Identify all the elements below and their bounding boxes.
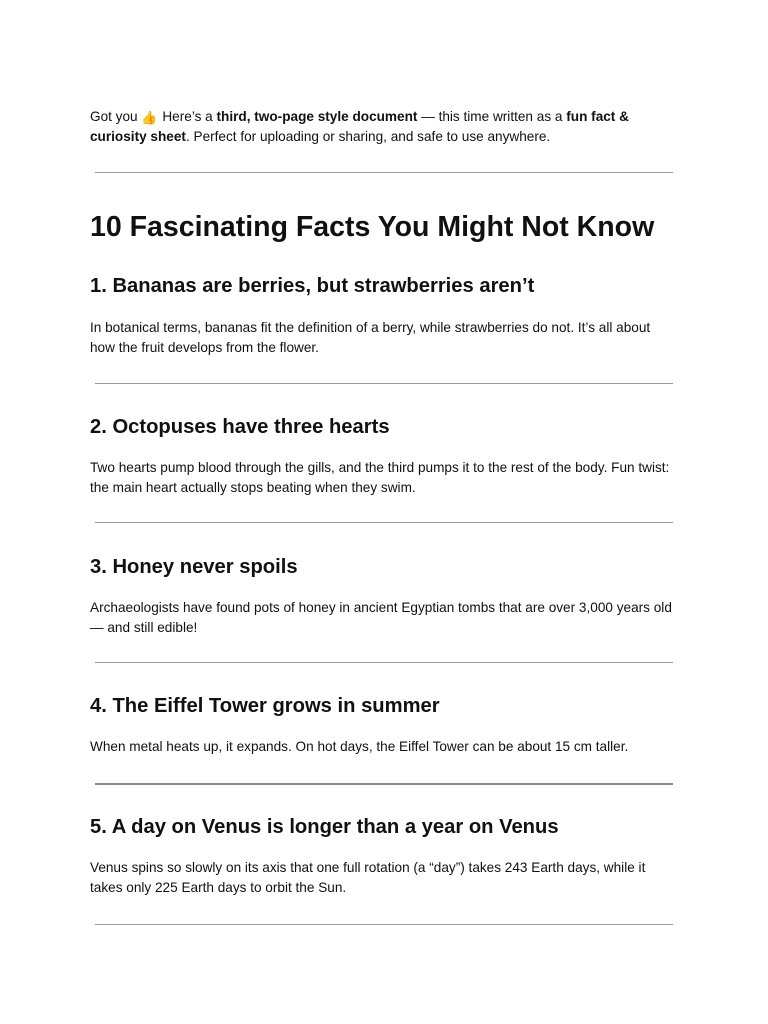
fact-heading-4: 4. The Eiffel Tower grows in summer xyxy=(90,695,440,717)
fact-heading-3: 3. Honey never spoils xyxy=(90,556,298,578)
intro-paragraph xyxy=(90,107,680,146)
intro-lead: Got you xyxy=(90,109,138,124)
divider xyxy=(95,522,673,523)
intro-text-2: — this time written as a xyxy=(417,109,567,124)
fact-body-1: In botanical terms, bananas fit the definition of a berry, while strawberries do not. It’s all about how the fruit develops from the flower. xyxy=(90,320,651,355)
fact-body-4: When metal heats up, it expands. On hot days, the Eiffel Tower can be about 15 cm taller. xyxy=(90,739,629,754)
divider xyxy=(95,172,673,173)
fact-body-3: Archaeologists have found pots of honey in ancient Egyptian tombs that are over 3,000 years old — and still edible! xyxy=(90,600,672,635)
fact-heading-1: 1. Bananas are berries, but strawberries aren’t xyxy=(90,275,535,297)
intro-bold-2: fun fact & curiosity sheet xyxy=(90,109,629,144)
document-title: 10 Fascinating Facts You Might Not Know xyxy=(90,211,655,243)
fact-heading-5: 5. A day on Venus is longer than a year on Venus xyxy=(90,816,559,838)
intro-text-3: . Perfect for uploading or sharing, and safe to use anywhere. xyxy=(185,128,551,144)
thumbs-up-icon: 👍 xyxy=(141,110,158,125)
fact-body-5: Venus spins so slowly on its axis that one full rotation (a “day”) takes 243 Earth days, while it takes only 225 Earth days to orbit the Sun. xyxy=(90,860,646,895)
intro-bold-1: third, two-page style document xyxy=(216,109,418,124)
divider xyxy=(95,383,673,384)
divider xyxy=(95,662,673,663)
fact-heading-2: 2. Octopuses have three hearts xyxy=(90,416,390,438)
divider xyxy=(95,783,673,785)
divider xyxy=(95,924,673,925)
fact-body-2: Two hearts pump blood through the gills, and the third pumps it to the rest of the body. Fun twist: the main heart actually stops beating when they swim. xyxy=(90,460,670,495)
intro-text-1: Here’s a xyxy=(158,109,217,124)
